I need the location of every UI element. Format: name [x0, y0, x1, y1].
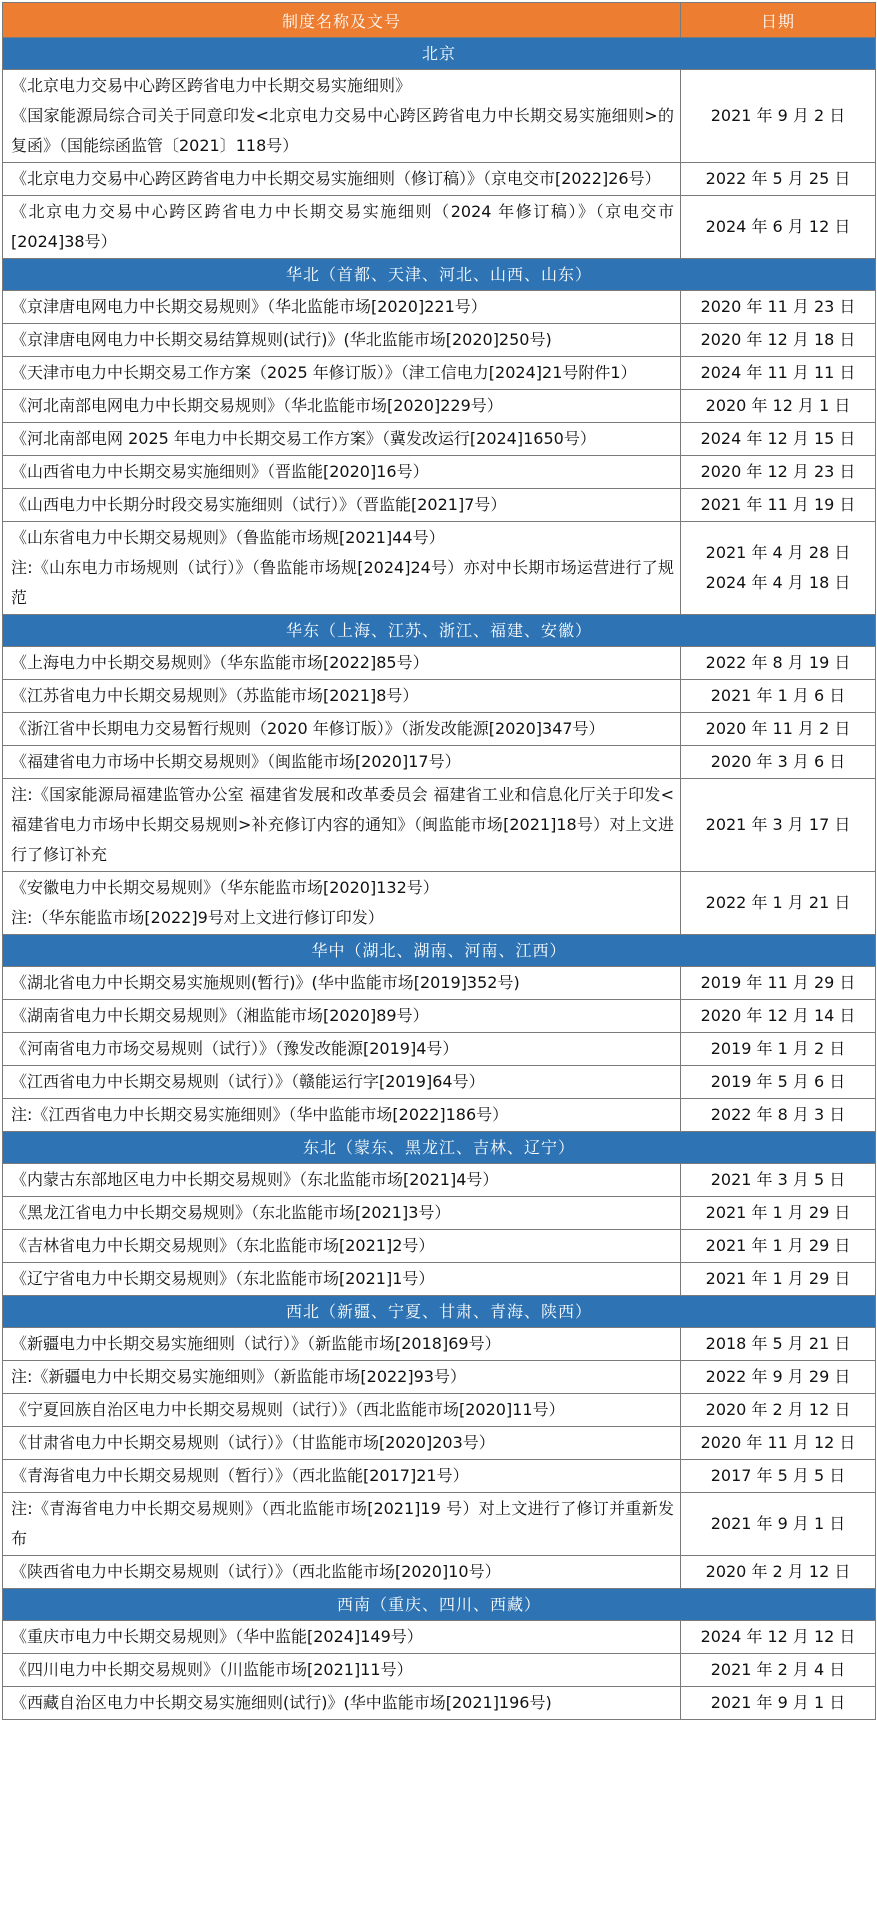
date-value: 2020 年 11 月 12 日 [700, 1433, 856, 1452]
date-value: 2021 年 2 月 4 日 [710, 1660, 846, 1679]
date-cell [681, 1033, 876, 1066]
table-row [3, 1033, 876, 1066]
region-title: 北京 [3, 38, 876, 70]
regulation-name-cell [3, 647, 681, 680]
date-cell [681, 1328, 876, 1361]
table-row [3, 872, 876, 935]
regulation-name: 《国家能源局综合司关于同意印发<北京电力交易中心跨区跨省电力中长期交易实施细则>的复函》（国能综函监管〔2021〕118号） [11, 106, 674, 155]
regulation-name: 《京津唐电网电力中长期交易结算规则(试行)》(华北监能市场[2020]250号) [11, 330, 552, 349]
date-cell [681, 1000, 876, 1033]
regulation-name-cell [3, 1197, 681, 1230]
table-row [3, 456, 876, 489]
date-cell [681, 967, 876, 1000]
date-cell [681, 1621, 876, 1654]
regulation-name: 《北京电力交易中心跨区跨省电力中长期交易实施细则（修订稿）》（京电交市[2022]26号） [11, 169, 661, 188]
table-row [3, 1361, 876, 1394]
table-row [3, 1197, 876, 1230]
regulation-name: 《河南省电力市场交易规则（试行）》（豫发改能源[2019]4号） [11, 1039, 459, 1058]
date-cell [681, 1460, 876, 1493]
date-value: 2021 年 9 月 1 日 [710, 1514, 846, 1533]
regulation-name: 注:（华东能监市场[2022]9号对上文进行修订印发） [11, 908, 384, 927]
regulation-name-cell [3, 70, 681, 163]
regulation-name-cell [3, 1263, 681, 1296]
table-row [3, 522, 876, 615]
regulation-name-cell [3, 357, 681, 390]
table-row [3, 423, 876, 456]
date-value: 2018 年 5 月 21 日 [705, 1334, 851, 1353]
regulation-name: 《北京电力交易中心跨区跨省电力中长期交易实施细则》 [11, 76, 412, 95]
date-value: 2022 年 8 月 19 日 [705, 653, 851, 672]
date-value: 2020 年 12 月 1 日 [705, 396, 851, 415]
regulation-name: 《辽宁省电力中长期交易规则》（东北监能市场[2021]1号） [11, 1269, 435, 1288]
table-row [3, 1621, 876, 1654]
regulation-name: 《天津市电力中长期交易工作方案（2025 年修订版）》（津工信电力[2024]21号附件1） [11, 363, 637, 382]
regulation-name: 《甘肃省电力中长期交易规则（试行）》（甘监能市场[2020]203号） [11, 1433, 495, 1452]
date-cell [681, 779, 876, 872]
regulation-name-cell [3, 324, 681, 357]
regulation-name-cell [3, 163, 681, 196]
regulation-name: 《江苏省电力中长期交易规则》（苏监能市场[2021]8号） [11, 686, 419, 705]
table-row [3, 967, 876, 1000]
regulation-name-cell [3, 1654, 681, 1687]
date-cell [681, 291, 876, 324]
date-value: 2021 年 1 月 29 日 [705, 1203, 851, 1222]
table-row [3, 713, 876, 746]
regulation-name: 《河北南部电网 2025 年电力中长期交易工作方案》（冀发改运行[2024]1650号） [11, 429, 596, 448]
regulation-name-cell [3, 1556, 681, 1589]
header-date: 日期 [681, 3, 876, 38]
table-row [3, 390, 876, 423]
region-title: 华东（上海、江苏、浙江、福建、安徽） [3, 615, 876, 647]
date-value: 2021 年 4 月 28 日 [705, 543, 851, 562]
table-row [3, 1328, 876, 1361]
date-cell [681, 163, 876, 196]
header-row [3, 3, 876, 38]
regulation-name-cell [3, 1328, 681, 1361]
regulation-name: 《重庆市电力中长期交易规则》（华中监能[2024]149号） [11, 1627, 423, 1646]
regulation-name: 《山东省电力中长期交易规则》（鲁监能市场规[2021]44号） [11, 528, 445, 547]
regulation-name-cell [3, 713, 681, 746]
date-cell [681, 489, 876, 522]
regulation-name-cell [3, 390, 681, 423]
date-cell [681, 196, 876, 259]
date-cell [681, 324, 876, 357]
regulation-name: 注:《江西省电力中长期交易实施细则》（华中监能市场[2022]186号） [11, 1105, 509, 1124]
date-cell [681, 680, 876, 713]
regulation-name-cell [3, 1460, 681, 1493]
date-cell [681, 1556, 876, 1589]
date-cell [681, 357, 876, 390]
region-header-row [3, 259, 876, 291]
region-header-row [3, 38, 876, 70]
regulation-name-cell [3, 779, 681, 872]
table-row [3, 1263, 876, 1296]
date-value: 2024 年 4 月 18 日 [705, 573, 851, 592]
date-cell [681, 1687, 876, 1720]
date-value: 2021 年 3 月 17 日 [705, 815, 851, 834]
regulation-name-cell [3, 746, 681, 779]
table-row [3, 647, 876, 680]
date-cell [681, 872, 876, 935]
date-cell [681, 1427, 876, 1460]
table-row [3, 1230, 876, 1263]
date-cell [681, 1230, 876, 1263]
regulation-name: 《黑龙江省电力中长期交易规则》（东北监能市场[2021]3号） [11, 1203, 451, 1222]
date-cell [681, 522, 876, 615]
date-value: 2021 年 1 月 29 日 [705, 1269, 851, 1288]
date-value: 2021 年 9 月 2 日 [710, 106, 846, 125]
region-title: 西南（重庆、四川、西藏） [3, 1589, 876, 1621]
date-value: 2022 年 1 月 21 日 [705, 893, 851, 912]
header-name: 制度名称及文号 [3, 3, 681, 38]
date-cell [681, 1263, 876, 1296]
date-value: 2021 年 1 月 6 日 [710, 686, 846, 705]
regulation-name: 《浙江省中长期电力交易暂行规则（2020 年修订版）》（浙发改能源[2020]347号） [11, 719, 605, 738]
date-value: 2020 年 11 月 2 日 [705, 719, 851, 738]
date-value: 2021 年 1 月 29 日 [705, 1236, 851, 1255]
date-value: 2020 年 12 月 14 日 [700, 1006, 856, 1025]
region-header-row [3, 935, 876, 967]
regulation-name: 《安徽电力中长期交易规则》（华东能监市场[2020]132号） [11, 878, 439, 897]
date-value: 2020 年 12 月 18 日 [700, 330, 856, 349]
regulation-name-cell [3, 1033, 681, 1066]
regulation-name-cell [3, 291, 681, 324]
date-value: 2022 年 5 月 25 日 [705, 169, 851, 188]
date-value: 2021 年 9 月 1 日 [710, 1693, 846, 1712]
region-title: 西北（新疆、宁夏、甘肃、青海、陕西） [3, 1296, 876, 1328]
regulation-name-cell [3, 1099, 681, 1132]
date-value: 2020 年 12 月 23 日 [700, 462, 856, 481]
date-value: 2022 年 8 月 3 日 [710, 1105, 846, 1124]
table-row [3, 1687, 876, 1720]
table-row [3, 1493, 876, 1556]
date-cell [681, 1654, 876, 1687]
regulation-name: 《山西省电力中长期交易实施细则》（晋监能[2020]16号） [11, 462, 429, 481]
regulation-name: 《西藏自治区电力中长期交易实施细则(试行)》(华中监能市场[2021]196号) [11, 1693, 552, 1712]
date-cell [681, 746, 876, 779]
date-value: 2020 年 11 月 23 日 [700, 297, 856, 316]
regulation-name: 《内蒙古东部地区电力中长期交易规则》（东北监能市场[2021]4号） [11, 1170, 499, 1189]
regulation-name: 《新疆电力中长期交易实施细则（试行）》（新监能市场[2018]69号） [11, 1334, 501, 1353]
table-row [3, 1099, 876, 1132]
regulation-name-cell [3, 196, 681, 259]
regulation-name: 《陕西省电力中长期交易规则（试行）》（西北监能市场[2020]10号） [11, 1562, 501, 1581]
table-row [3, 1556, 876, 1589]
date-cell [681, 1394, 876, 1427]
regulation-name-cell [3, 1000, 681, 1033]
date-value: 2024 年 6 月 12 日 [705, 217, 851, 236]
regulation-name: 注:《国家能源局福建监管办公室 福建省发展和改革委员会 福建省工业和信息化厅关于印发<福建省电力市场中长期交易规则>补充修订内容的通知》（闽监能市场[2021]18号）对上文进行了修订补充 [11, 785, 674, 864]
regulation-name: 《青海省电力中长期交易规则（暂行）》（西北监能[2017]21号） [11, 1466, 469, 1485]
date-value: 2022 年 9 月 29 日 [705, 1367, 851, 1386]
date-cell [681, 1493, 876, 1556]
date-value: 2020 年 2 月 12 日 [705, 1562, 851, 1581]
date-value: 2017 年 5 月 5 日 [710, 1466, 846, 1485]
regulation-name-cell [3, 1427, 681, 1460]
regulation-name: 《宁夏回族自治区电力中长期交易规则（试行）》（西北监能市场[2020]11号） [11, 1400, 565, 1419]
date-value: 2021 年 3 月 5 日 [710, 1170, 846, 1189]
regulation-name-cell [3, 1687, 681, 1720]
table-row [3, 291, 876, 324]
regulation-name: 《福建省电力市场中长期交易规则》（闽监能市场[2020]17号） [11, 752, 461, 771]
table-row [3, 746, 876, 779]
regulation-name: 《京津唐电网电力中长期交易规则》（华北监能市场[2020]221号） [11, 297, 487, 316]
regulation-name-cell [3, 489, 681, 522]
regulation-name-cell [3, 1621, 681, 1654]
table-row [3, 324, 876, 357]
regulation-name-cell [3, 680, 681, 713]
regulation-name-cell [3, 456, 681, 489]
date-cell [681, 423, 876, 456]
date-cell [681, 456, 876, 489]
date-value: 2020 年 2 月 12 日 [705, 1400, 851, 1419]
regulation-name-cell [3, 872, 681, 935]
regulation-name: 《北京电力交易中心跨区跨省电力中长期交易实施细则（2024 年修订稿）》（京电交市[2024]38号） [11, 202, 674, 251]
date-cell [681, 1066, 876, 1099]
table-row [3, 163, 876, 196]
region-header-row [3, 1589, 876, 1621]
regulation-name: 《河北南部电网电力中长期交易规则》（华北监能市场[2020]229号） [11, 396, 503, 415]
table-row [3, 357, 876, 390]
date-value: 2020 年 3 月 6 日 [710, 752, 846, 771]
regulation-name-cell [3, 423, 681, 456]
table-row [3, 680, 876, 713]
regulation-name-cell [3, 1066, 681, 1099]
regulation-name: 《湖北省电力中长期交易实施规则(暂行)》(华中监能市场[2019]352号) [11, 973, 520, 992]
table-row [3, 1164, 876, 1197]
table-row [3, 1654, 876, 1687]
date-cell [681, 713, 876, 746]
regulation-name: 《上海电力中长期交易规则》（华东监能市场[2022]85号） [11, 653, 429, 672]
table-row [3, 779, 876, 872]
table-row [3, 1394, 876, 1427]
date-value: 2024 年 12 月 15 日 [700, 429, 856, 448]
regulation-name: 注:《新疆电力中长期交易实施细则》（新监能市场[2022]93号） [11, 1367, 466, 1386]
regulation-name: 《湖南省电力中长期交易规则》（湘监能市场[2020]89号） [11, 1006, 429, 1025]
date-value: 2019 年 5 月 6 日 [710, 1072, 846, 1091]
table-row [3, 1427, 876, 1460]
regulation-name-cell [3, 1493, 681, 1556]
region-title: 华中（湖北、湖南、河南、江西） [3, 935, 876, 967]
date-cell [681, 70, 876, 163]
regulation-name: 《吉林省电力中长期交易规则》（东北监能市场[2021]2号） [11, 1236, 435, 1255]
regulation-name-cell [3, 1230, 681, 1263]
table-row [3, 70, 876, 163]
date-cell [681, 1164, 876, 1197]
date-value: 2024 年 11 月 11 日 [700, 363, 856, 382]
date-cell [681, 1099, 876, 1132]
regulation-name: 《山西电力中长期分时段交易实施细则（试行）》（晋监能[2021]7号） [11, 495, 507, 514]
regulation-name: 注:《青海省电力中长期交易规则》（西北监能市场[2021]19 号）对上文进行了修订并重新发布 [11, 1499, 674, 1548]
regulation-name-cell [3, 967, 681, 1000]
regulation-name: 《江西省电力中长期交易规则（试行）》（赣能运行字[2019]64号） [11, 1072, 485, 1091]
table-row [3, 1066, 876, 1099]
table-row [3, 1000, 876, 1033]
table-row [3, 196, 876, 259]
date-cell [681, 647, 876, 680]
table-row [3, 489, 876, 522]
region-header-row [3, 1132, 876, 1164]
regulations-table [2, 2, 876, 1720]
regulation-name-cell [3, 1361, 681, 1394]
regulation-name: 注:《山东电力市场规则（试行）》（鲁监能市场规[2024]24号）亦对中长期市场运营进行了规范 [11, 558, 674, 607]
region-header-row [3, 1296, 876, 1328]
regulation-name: 《四川电力中长期交易规则》（川监能市场[2021]11号） [11, 1660, 413, 1679]
region-title: 东北（蒙东、黑龙江、吉林、辽宁） [3, 1132, 876, 1164]
date-value: 2021 年 11 月 19 日 [700, 495, 856, 514]
date-value: 2019 年 11 月 29 日 [700, 973, 856, 992]
date-cell [681, 390, 876, 423]
table-row [3, 1460, 876, 1493]
region-title: 华北（首都、天津、河北、山西、山东） [3, 259, 876, 291]
date-cell [681, 1197, 876, 1230]
date-cell [681, 1361, 876, 1394]
region-header-row [3, 615, 876, 647]
regulation-name-cell [3, 1164, 681, 1197]
regulation-name-cell [3, 522, 681, 615]
regulation-name-cell [3, 1394, 681, 1427]
date-value: 2024 年 12 月 12 日 [700, 1627, 856, 1646]
date-value: 2019 年 1 月 2 日 [710, 1039, 846, 1058]
